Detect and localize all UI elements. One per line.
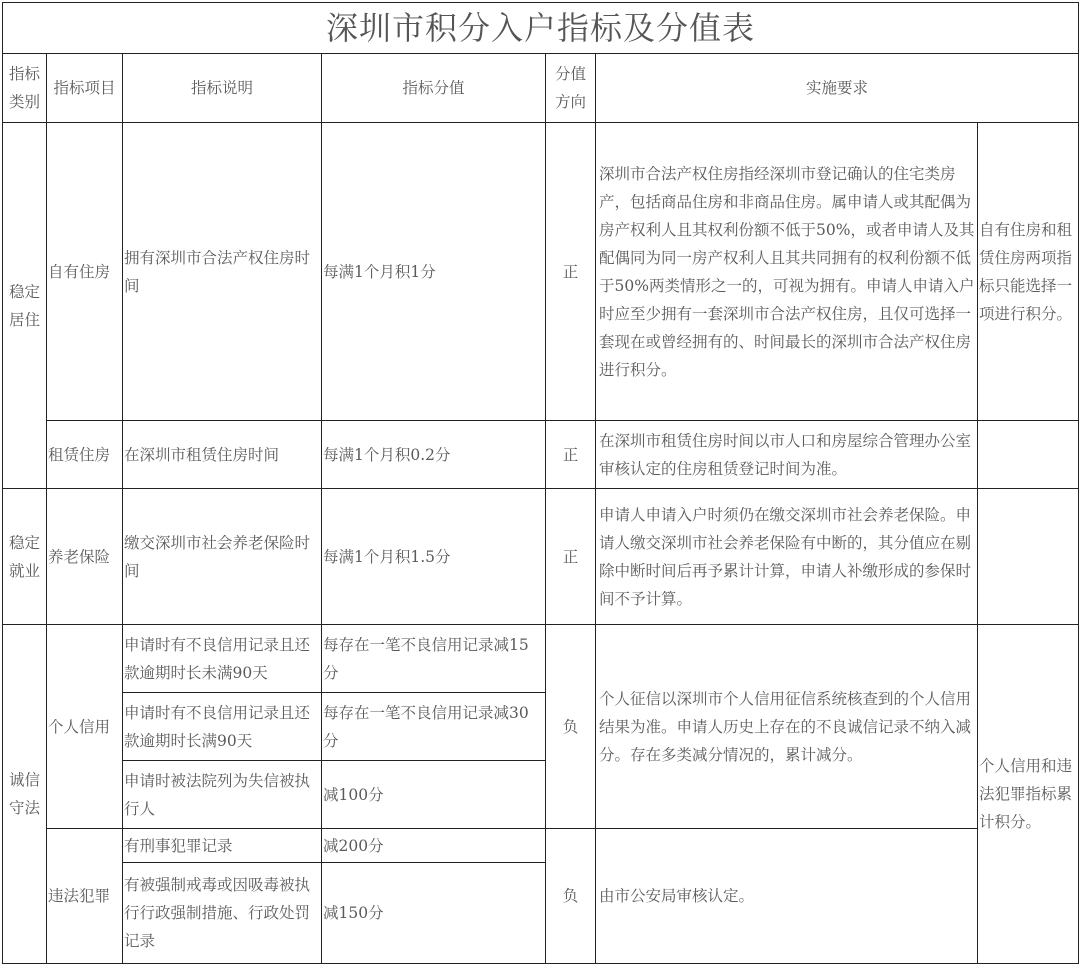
score-pension: 每满1个月积1.5分 <box>322 489 546 625</box>
header-category-line1: 指标 <box>8 65 40 83</box>
item-own-house: 自有住房 <box>47 123 123 421</box>
header-requirement: 实施要求 <box>596 54 1079 123</box>
description-credit-1: 申请时有不良信用记录且还款逾期时长未满90天 <box>123 625 322 693</box>
requirement-rent-house: 在深圳市租赁住房时间以市人口和房屋综合管理办公室审核认定的住房租赁登记时间为准。 <box>596 421 978 489</box>
title-row <box>3 3 1079 54</box>
description-rent-house: 在深圳市租赁住房时间 <box>123 421 322 489</box>
requirement-crime: 由市公安局审核认定。 <box>596 829 978 964</box>
description-own-house: 拥有深圳市合法产权住房时间 <box>123 123 322 421</box>
header-direction <box>546 54 596 123</box>
header-category <box>3 54 47 123</box>
header-direction-line1: 分值 <box>554 65 586 83</box>
score-crime-1: 减200分 <box>322 829 546 863</box>
score-credit-2: 每存在一笔不良信用记录减30分 <box>322 693 546 761</box>
requirement-pension: 申请人申请入户时须仍在缴交深圳市社会养老保险。申请人缴交深圳市社会养老保险有中断的，其分值应在剔除中断时间后再予累计计算，申请人补缴形成的参保时间不予计算。 <box>596 489 978 625</box>
category-stable-employment-line2: 就业 <box>8 561 40 580</box>
table-row-credit-1 <box>3 625 1079 693</box>
item-credit: 个人信用 <box>47 625 123 829</box>
description-credit-2: 申请时有不良信用记录且还款逾期时长满90天 <box>123 693 322 761</box>
category-integrity-line1: 诚信 <box>8 771 40 789</box>
item-pension: 养老保险 <box>47 489 123 625</box>
item-crime: 违法犯罪 <box>47 829 123 964</box>
category-stable-employment-line1: 稳定 <box>8 533 40 552</box>
table-row-pension <box>3 489 1079 625</box>
note-integrity: 个人信用和违法犯罪指标累计积分。 <box>978 625 1079 964</box>
header-category-line2: 类别 <box>8 93 40 111</box>
category-stable-residence-line1: 稳定 <box>8 282 40 301</box>
category-stable-residence <box>3 123 47 489</box>
direction-pension: 正 <box>546 489 596 625</box>
item-rent-house: 租赁住房 <box>47 421 123 489</box>
description-credit-3: 申请时被法院列为失信被执行人 <box>123 761 322 829</box>
category-stable-residence-line2: 居住 <box>8 310 40 329</box>
description-crime-2: 有被强制戒毒或因吸毒被执行行政强制措施、行政处罚记录 <box>123 863 322 964</box>
direction-own-house: 正 <box>546 123 596 421</box>
requirement-own-house: 深圳市合法产权住房指经深圳市登记确认的住宅类房产，包括商品住房和非商品住房。属申请人或其配偶为房产权利人且其权利份额不低于50%，或者申请人及其配偶同为同一房产权利人且其共同拥有的权利份额不低于50%两类情形之一的，可视为拥有。申请人申请入户时应至少拥有一套深圳市合法产权住房，且仅可选择一套现在或曾经拥有的、时间最长的深圳市合法产权住房进行积分。 <box>596 123 978 421</box>
direction-crime: 负 <box>546 829 596 964</box>
score-rent-house: 每满1个月积0.2分 <box>322 421 546 489</box>
description-crime-1: 有刑事犯罪记录 <box>123 829 322 863</box>
score-credit-1: 每存在一笔不良信用记录减15分 <box>322 625 546 693</box>
table-title: 深圳市积分入户指标及分值表 <box>3 3 1079 54</box>
table-row-crime-1 <box>3 829 1079 863</box>
header-direction-line2: 方向 <box>554 93 586 111</box>
table-row-own-house <box>3 123 1079 421</box>
score-crime-2: 减150分 <box>322 863 546 964</box>
direction-rent-house: 正 <box>546 421 596 489</box>
category-stable-employment <box>3 489 47 625</box>
header-row <box>3 54 1079 123</box>
category-integrity <box>3 625 47 964</box>
requirement-credit: 个人征信以深圳市个人信用征信系统核查到的个人信用结果为准。申请人历史上存在的不良诚信记录不纳入减分。存在多类减分情况的，累计减分。 <box>596 625 978 829</box>
table-row-rent-house <box>3 421 1079 489</box>
direction-credit: 负 <box>546 625 596 829</box>
points-table <box>2 2 1079 964</box>
category-integrity-line2: 守法 <box>8 799 40 817</box>
header-description: 指标说明 <box>123 54 322 123</box>
header-score: 指标分值 <box>322 54 546 123</box>
header-item: 指标项目 <box>47 54 123 123</box>
score-credit-3: 减100分 <box>322 761 546 829</box>
description-pension: 缴交深圳市社会养老保险时间 <box>123 489 322 625</box>
note-pension-empty <box>978 489 1079 625</box>
score-own-house: 每满1个月积1分 <box>322 123 546 421</box>
note-rent-empty <box>978 421 1079 489</box>
note-housing: 自有住房和租赁住房两项指标只能选择一项进行积分。 <box>978 123 1079 421</box>
